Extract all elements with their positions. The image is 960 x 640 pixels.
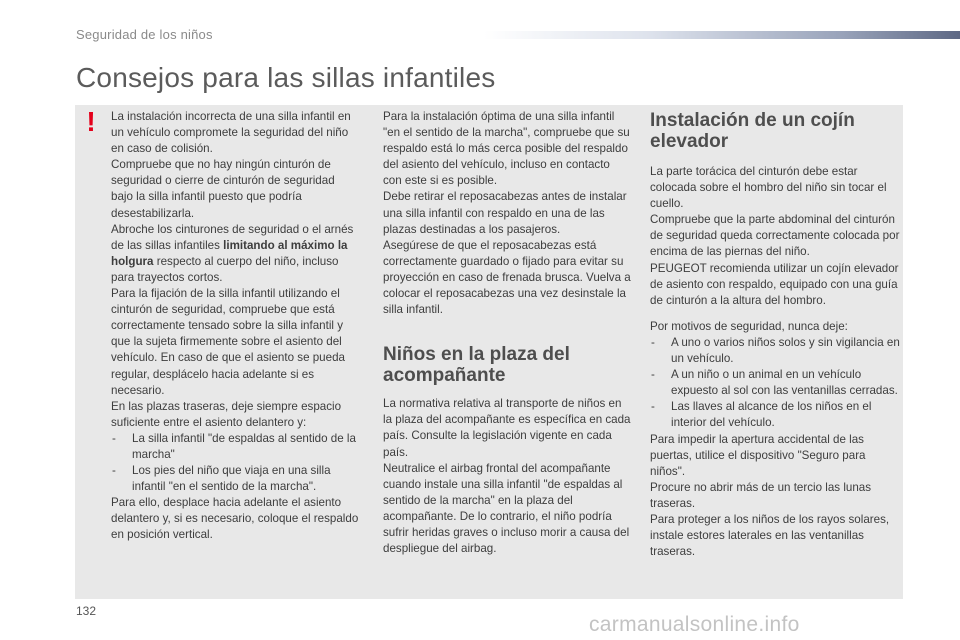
paragraph: Compruebe que la parte abdominal del cinturón de seguridad queda correctamente colocada por encima de las piernas del niño. [650, 213, 900, 259]
page-number: 132 [76, 604, 97, 618]
never-leave-list [650, 335, 900, 432]
list-item: - A un niño o un animal en un vehículo expuesto al sol con las ventanillas cerradas. [650, 367, 900, 399]
section-heading-front-passenger: Niños en la plaza del acompañante [383, 344, 570, 387]
spacer [650, 309, 900, 319]
paragraph: Para la fijación de la silla infantil utilizando el cinturón de seguridad, compruebe que está correctamente tensado sobre la silla infantil y que la sujeta firmemente sobre el asiento del vehículo. En caso de que el asiento se pueda regular, desplácelo hacia adelante si es necesario. [111, 287, 345, 397]
paragraph: La normativa relativa al transporte de niños en la plaza del acompañante es específica en cada país. Consulte la legislación vigente en cada país. [383, 397, 631, 459]
column-booster-cushion [650, 109, 900, 560]
text-span: respecto al cuerpo del niño, incluso para trayectos cortos. [111, 254, 339, 284]
paragraph: Para ello, desplace hacia adelante el asiento delantero y, si es necesario, coloque el respaldo en posición vertical. [111, 496, 359, 542]
paragraph-with-emphasis [111, 222, 359, 286]
list-item: - Las llaves al alcance de los niños en el interior del vehículo. [650, 399, 900, 431]
paragraph: Procure no abrir más de un tercio las lunas traseras. [650, 480, 872, 510]
watermark-text: carmanualsonline.info [589, 613, 800, 636]
list-item: - Los pies del niño que viaja en una silla infantil "en el sentido de la marcha". [111, 463, 359, 495]
section-header-title: Seguridad de los niños [76, 27, 213, 42]
text-span: Abroche los cinturones de seguridad o el arnés de las sillas infantiles [111, 222, 354, 252]
paragraph: En las plazas traseras, deje siempre espacio suficiente entre el asiento delantero y: [111, 399, 342, 429]
rear-seat-list [111, 431, 359, 495]
paragraph: Para la instalación óptima de una silla infantil "en el sentido de la marcha", compruebe que su respaldo está lo más cerca posible del respaldo del asiento del vehículo, incluso en contacto con este si es posible. [383, 110, 630, 188]
column-child-seat-warnings [111, 109, 359, 544]
paragraph: Neutralice el airbag frontal del acompañante cuando instale una silla infantil "de espaldas al sentido de la marcha" en la plaza del acompañante. De lo contrario, el niño podría sufrir heridas graves o incluso morir a causa del despliegue del airbag. [383, 461, 630, 556]
paragraph: Debe retirar el reposacabezas antes de instalar una silla infantil con respaldo en una de las plazas destinadas a los pasajeros. [383, 190, 627, 236]
paragraph: Compruebe que no hay ningún cinturón de seguridad o cierre de cinturón de seguridad bajo la silla infantil puesto que podría desestabilizarla. [111, 158, 335, 220]
paragraph: Para proteger a los niños de los rayos solares, instale estores laterales en las ventanillas traseras. [650, 512, 890, 559]
emphasis-text: limitando al máximo la holgura [111, 238, 348, 268]
list-item: - A uno o varios niños solos y sin vigilancia en un vehículo. [650, 335, 900, 367]
list-item: - La silla infantil "de espaldas al sentido de la marcha" [111, 431, 359, 463]
header-decorative-bar [484, 31, 960, 39]
paragraph: Para impedir la apertura accidental de las puertas, utilice el dispositivo "Seguro para niños". [650, 432, 866, 478]
paragraph: Por motivos de seguridad, nunca deje: [650, 319, 848, 333]
column-headrest-and-front-seat [383, 109, 631, 557]
warning-exclamation-icon: ! [86, 106, 96, 137]
paragraph: PEUGEOT recomienda utilizar un cojín elevador de asiento con respaldo, equipado con una guía de cinturón a la altura del hombro. [650, 261, 899, 307]
section-heading-booster-cushion: Instalación de un cojín elevador [650, 110, 855, 152]
paragraph: La instalación incorrecta de una silla infantil en un vehículo compromete la seguridad del niño en caso de colisión. [111, 110, 351, 156]
page-title: Consejos para las sillas infantiles [76, 62, 496, 93]
paragraph: La parte torácica del cinturón debe estar colocada sobre el hombro del niño sin tocar el cuello. [650, 165, 887, 211]
paragraph: Asegúrese de que el reposacabezas está correctamente guardado o fijado para evitar su proyección en caso de frenada brusca. Vuelva a colocar el reposacabezas una vez desinstale la silla infantil. [383, 238, 631, 317]
